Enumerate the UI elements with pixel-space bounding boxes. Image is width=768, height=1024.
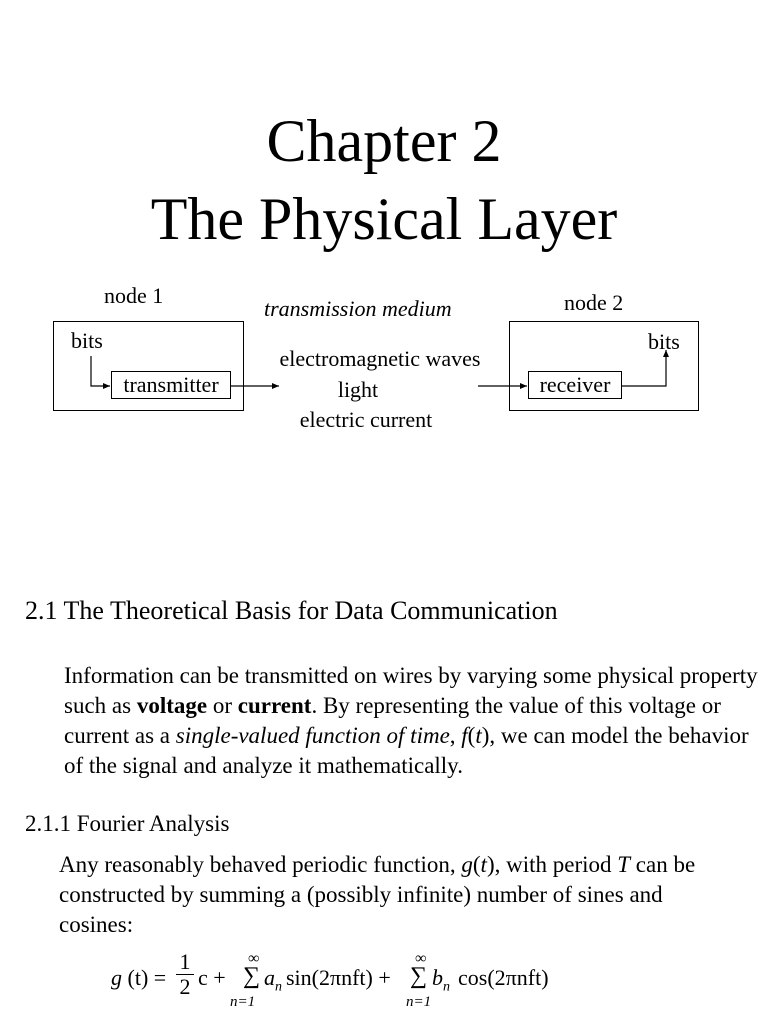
formula-sin-term: sin(2πnft) +: [286, 965, 391, 990]
sum1-symbol: ∑: [243, 963, 261, 989]
bits-out-label: bits: [648, 329, 680, 354]
bits-in-label: bits: [71, 328, 103, 353]
chapter-subtitle: The Physical Layer: [150, 186, 618, 252]
subsection-paragraph: Any reasonably behaved periodic function, g(t), with period T can be constructed by summing a (possibly infinite) number of sines and cosines:: [59, 852, 696, 937]
chapter-title: Chapter 2: [266, 108, 502, 174]
formula-lhs: g (t) =: [111, 965, 167, 990]
sum2-symbol: ∑: [410, 963, 428, 989]
medium-light: light: [337, 377, 379, 402]
formula-half: $\frac{1}{2}$: [176, 950, 194, 999]
section-heading: 2.1 The Theoretical Basis for Data Communication: [25, 596, 558, 625]
medium-em-waves: electromagnetic waves: [279, 346, 481, 371]
node2-label: node 2: [564, 290, 624, 315]
node1-label: node 1: [104, 283, 164, 308]
sum2-upper: ∞: [415, 950, 427, 967]
sum1-upper: ∞: [248, 950, 260, 967]
medium-electric-current: electric current: [299, 407, 433, 432]
formula-a-coef: $a_n$: [264, 965, 282, 995]
formula-c-term: c +: [198, 965, 226, 990]
receiver-box: receiver: [528, 371, 622, 399]
formula-b-coef: $b_n$: [432, 965, 450, 995]
transmitter-box: transmitter: [111, 371, 231, 399]
section-paragraph: Information can be transmitted on wires by varying some physical property such as voltage or current. By representing the value of this voltage or current as a single-valued function of time, f(t), we can model the behavior of the signal and analyze it mathematically.: [64, 663, 758, 778]
sum1-lower: n=1: [230, 994, 256, 1010]
medium-label: transmission medium: [264, 296, 452, 321]
subsection-heading: 2.1.1 Fourier Analysis: [25, 811, 230, 836]
formula-cos-term: cos(2πnft): [458, 965, 549, 990]
sum2-lower: n=1: [406, 994, 432, 1010]
